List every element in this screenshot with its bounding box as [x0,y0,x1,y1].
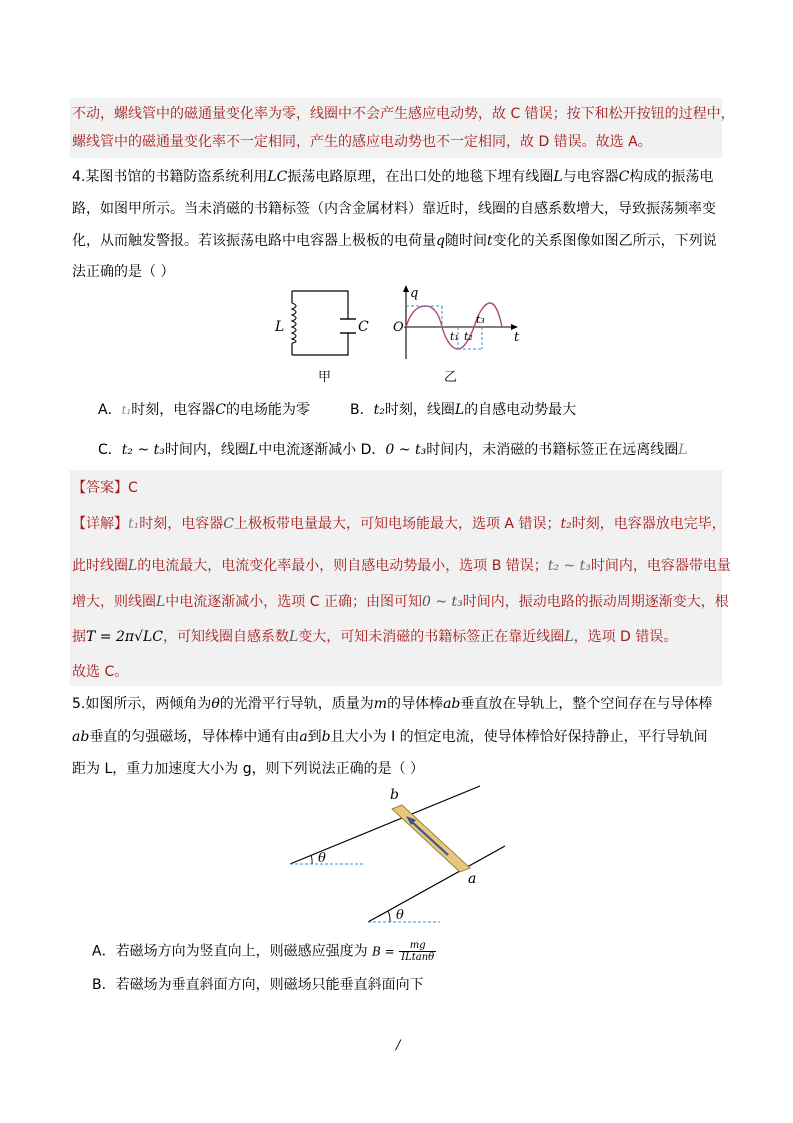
q4-answer: 【答案】C [72,480,138,496]
q4-stem-line-2: 路，如图甲所示。当未消磁的书籍标签（内含金属材料）靠近时，线圈的自感系数增大，导致振荡频率变 [72,201,716,217]
lc-label-C: C [358,319,369,335]
graph-label-t3: t₃ [476,313,485,326]
q5-stem-line-2: ab垂直的匀强磁场，导体棒中通有由a到b且大小为 I 的恒定电流，使导体棒恰好保持静止，平行导轨间 [72,729,708,745]
rail-label-b: b [390,787,399,803]
q4-detail-line-1: 【详解】t₁时刻，电容器C上极板带电量最大，可知电场能最大，选项 A 错误；t₂时刻，电容器放电完毕， [72,516,726,532]
prev-answer-line-1: 不动，螺线管中的磁通量变化率为零，线圈中不会产生感应电动势，故 C 错误；按下和松开按钮的过程中， [72,106,735,122]
q4-detail-line-5: 故选 C。 [72,664,129,680]
q4-option-a: A．t₁时刻，电容器C的电场能为零 [98,402,310,418]
graph-label-O: O [393,320,404,335]
lc-caption: 甲 [318,370,332,385]
q4-stem-line-3: 化，从而触发警报。若该振荡电路中电容器上极板的电荷量q随时间t变化的关系图像如图乙所示，下列说 [72,233,717,249]
lc-circuit-figure [272,283,382,388]
q5-option-a-fraction: $\frac{mg}{ILtan\theta}$ [401,940,435,963]
inclined-rails-figure [280,782,520,927]
q5-stem-line-3: 距为 L，重力加速度大小为 g，则下列说法正确的是（ ） [72,761,425,777]
q4-detail-line-2: 此时线圈L的电流最大，电流变化率最小，则自感电动势最小，选项 B 错误；t₂ ~ t₃时间内，电容器带电量 [72,558,731,574]
graph-label-t2: t₂ [464,330,473,343]
rail-label-theta-2: θ [396,908,404,923]
charge-time-graph [386,283,526,388]
page-number: / [396,1038,401,1053]
graph-label-t1: t₁ [450,330,459,343]
prev-answer-line-2: 螺线管中的磁通量变化率不一定相同，产生的感应电动势也不一定相同，故 D 错误。故选 A。 [72,134,652,150]
q4-stem-line-1: 4.某图书馆的书籍防盗系统利用LC振荡电路原理，在出口处的地毯下埋有线圈L与电容器C构成的振荡电 [72,169,714,185]
rail-label-a: a [468,871,477,887]
q4-option-c-d: C．t₂ ~ t₃时间内，线圈L中电流逐渐减小 D．0 ~ t₃时间内，未消磁的书籍标签正在远离线圈L [98,442,688,458]
rail-label-theta-1: θ [318,851,326,866]
q4-answer-highlight [70,470,722,686]
q4-detail-line-3: 增大，则线圈L中电流逐渐减小，选项 C 正确；由图可知0 ~ t₃时间内，振动电路的振动周期逐渐变大，根 [72,594,729,610]
q4-option-b: B．t₂时刻，线圈L的自感电动势最大 [350,402,577,418]
q4-detail-line-4: 据T = 2π√LC，可知线圈自感系数L变大，可知未消磁的书籍标签正在靠近线圈L，选项 D 错误。 [72,629,678,645]
q5-stem-line-1: 5.如图所示，两倾角为θ的光滑平行导轨，质量为m的导体棒ab垂直放在导轨上，整个空间存在与导体棒 [72,696,713,712]
graph-label-t: t [514,330,520,345]
q5-option-a: A．若磁场方向为竖直向上，则磁感应强度为 B = $\frac{mg}{ILtan\theta}$ [92,940,435,963]
q4-stem-line-4: 法正确的是（ ） [72,264,175,280]
lc-label-L: L [275,319,285,335]
q5-option-b: B．若磁场为垂直斜面方向，则磁场只能垂直斜面向下 [92,977,424,993]
graph-label-q: q [410,286,419,301]
graph-caption: 乙 [444,370,458,385]
